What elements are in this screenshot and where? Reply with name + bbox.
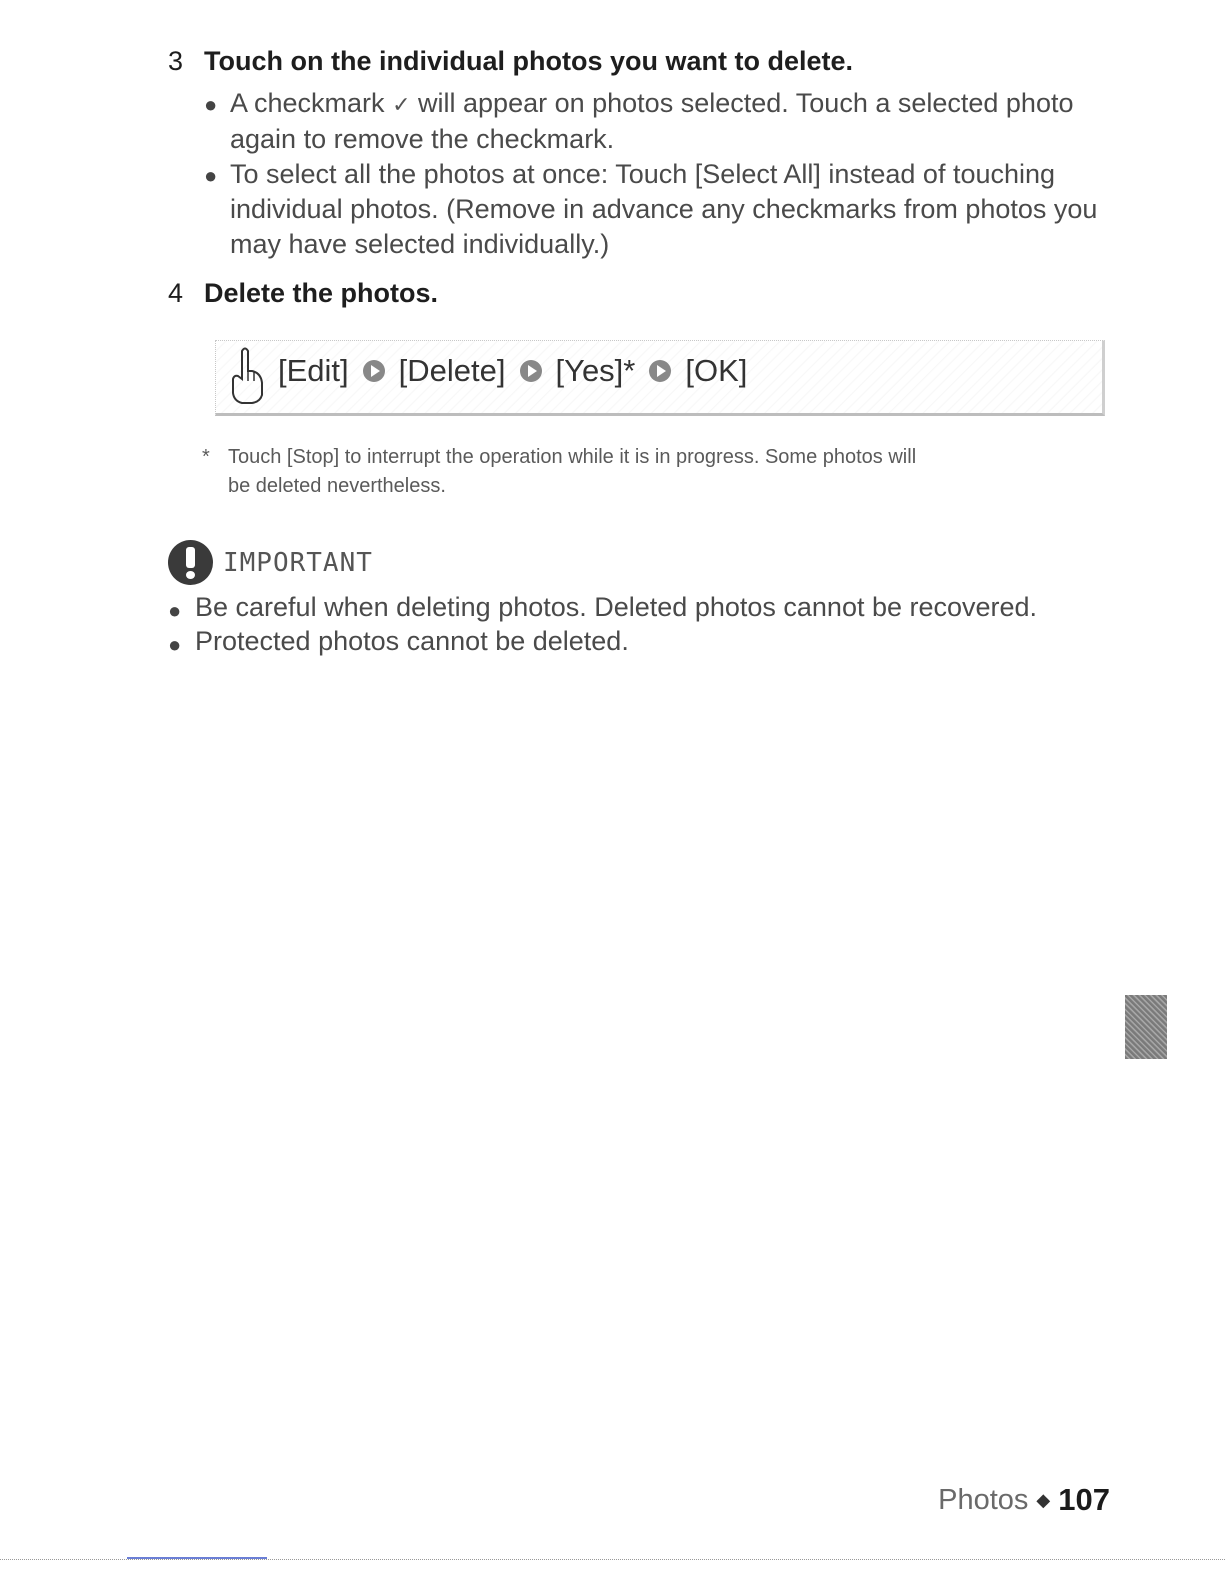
bullet-dot: ● [168, 632, 182, 657]
bullet-text: To select all the photos at once: Touch [Select All] instead of touching individual photos. (Remove in advance any checkmarks from photos you may have selected individually.) [230, 159, 1098, 259]
important-heading [168, 540, 373, 585]
step-title: Delete the photos. [204, 278, 439, 308]
bullet-text: A checkmark [230, 88, 385, 118]
step-3-bullet-1 [230, 86, 1120, 157]
bottom-link-underline[interactable] [127, 1557, 267, 1559]
footnote-line-2: be deleted nevertheless. [228, 475, 446, 497]
bottom-rule [0, 1559, 1225, 1560]
page-number: 107 [1058, 1482, 1110, 1517]
delete-step: [Delete] [398, 353, 506, 388]
step-3-heading [168, 46, 853, 77]
yes-step: [Yes]* [555, 353, 636, 388]
bullet-text: will appear on photos selected. Touch a selected photo again to remove the checkmark. [230, 88, 1074, 154]
ok-step: [OK] [685, 353, 748, 388]
procedure-steps [278, 353, 747, 389]
step-4-heading [168, 278, 438, 309]
checkmark-icon: ✓ [392, 92, 411, 117]
footnote [202, 443, 1107, 501]
section-name: Photos [938, 1483, 1029, 1516]
important-bullet-1: Be careful when deleting photos. Deleted photos cannot be recovered. [195, 592, 1038, 622]
bullet-dot: ● [168, 598, 182, 623]
section-tab-marker [1125, 995, 1167, 1059]
arrow-next-icon [363, 360, 385, 382]
bullet-dot: ● [204, 92, 218, 117]
bullet-dot: ● [204, 163, 218, 188]
diamond-separator-icon: ◆ [1036, 1489, 1051, 1510]
important-label: IMPORTANT [223, 547, 373, 578]
edit-step: [Edit] [278, 353, 349, 388]
step-number: 4 [168, 278, 184, 308]
arrow-next-icon [649, 360, 671, 382]
arrow-next-icon [520, 360, 542, 382]
page-footer [938, 1482, 1110, 1518]
step-number: 3 [168, 46, 184, 76]
footnote-marker: * [202, 446, 210, 468]
step-title: Touch on the individual photos you want to delete. [204, 46, 853, 76]
important-bullet-2: Protected photos cannot be deleted. [195, 626, 629, 656]
footnote-line-1: Touch [Stop] to interrupt the operation while it is in progress. Some photos will [228, 446, 917, 468]
exclamation-icon [168, 540, 213, 585]
hand-touch-icon [228, 345, 268, 405]
step-3-bullet-2 [230, 157, 1120, 262]
procedure-box [215, 340, 1105, 416]
